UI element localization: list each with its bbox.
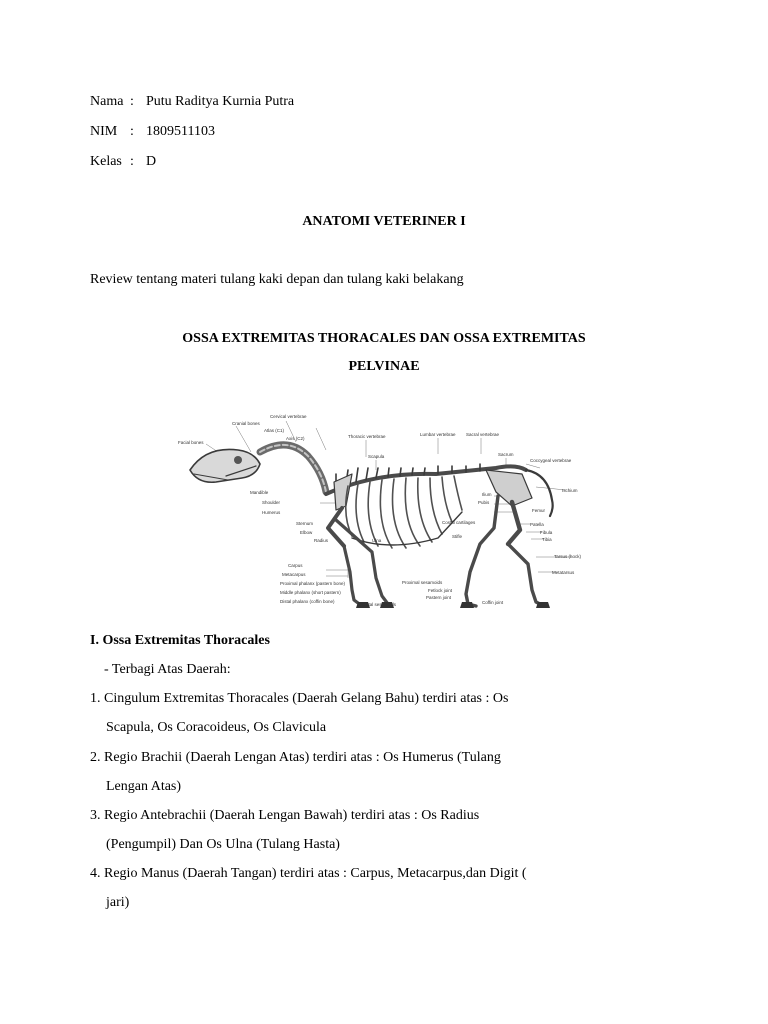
list-item-4-line1: 4. Regio Manus (Daerah Tangan) terdiri atas : Carpus, Metacarpus,dan Digit ( bbox=[90, 866, 527, 881]
label-coffin-joint: Coffin joint bbox=[482, 600, 504, 605]
label-elbow: Elbow bbox=[300, 530, 313, 535]
label-ilium: Ilium bbox=[482, 492, 492, 497]
label-costal-cartilages: Costal cartilages bbox=[442, 520, 476, 525]
horse-skeleton-figure bbox=[176, 412, 592, 612]
label-facial-bones: Facial bones bbox=[178, 440, 204, 445]
label-ischium: Ischium bbox=[562, 488, 578, 493]
label-fetlock-joint: Fetlock joint bbox=[428, 588, 453, 593]
main-title-line2: PELVINAE bbox=[348, 359, 420, 374]
label-mandible: Mandible bbox=[250, 490, 269, 495]
label-tarsus: Tarsus (hock) bbox=[554, 554, 582, 559]
field-kelas bbox=[90, 153, 156, 171]
label-sternum: Sternum bbox=[296, 521, 314, 526]
field-separator: : bbox=[130, 154, 134, 169]
main-title-line1: OSSA EXTREMITAS THORACALES DAN OSSA EXTREMITAS bbox=[182, 331, 586, 346]
field-value: D bbox=[146, 154, 157, 169]
field-value: Putu Raditya Kurnia Putra bbox=[146, 94, 295, 109]
label-axis: Axis (C2) bbox=[286, 436, 305, 441]
label-proximal-sesamoids: Proximal sesamoids bbox=[402, 580, 443, 585]
list-item-3-line1: 3. Regio Antebrachii (Daerah Lengan Bawah) terdiri atas : Os Radius bbox=[90, 808, 480, 823]
intro-text: Review tentang materi tulang kaki depan dan tulang kaki belakang bbox=[90, 272, 464, 287]
label-metatarsus: Metatarsus bbox=[552, 570, 575, 575]
course-title: ANATOMI VETERINER I bbox=[302, 214, 466, 229]
label-shoulder: Shoulder bbox=[262, 500, 281, 505]
label-cranial-bones: Cranial bones bbox=[232, 421, 260, 426]
field-separator: : bbox=[130, 124, 134, 139]
label-fibula: Fibula bbox=[540, 530, 553, 535]
horse-skeleton-illustration bbox=[176, 412, 592, 612]
label-ulna: Ulna bbox=[372, 538, 382, 543]
label-sacrum: Sacrum bbox=[498, 452, 514, 457]
label-middle-phalanx: Middle phalanx (short pastern) bbox=[280, 590, 341, 595]
list-item-1-line2: Scapula, Os Coracoideus, Os Clavicula bbox=[106, 720, 327, 735]
label-coccygeal-vertebrae: Coccygeal vertebrae bbox=[530, 458, 572, 463]
field-label: NIM bbox=[90, 124, 118, 139]
section-title: I. Ossa Extremitas Thoracales bbox=[90, 633, 270, 648]
field-value: 1809511103 bbox=[146, 124, 215, 139]
list-item-2-line2: Lengan Atas) bbox=[106, 779, 182, 794]
list-item-3-line2: (Pengumpil) Dan Os Ulna (Tulang Hasta) bbox=[106, 837, 340, 852]
label-distal-phalanx: Distal phalanx (coffin bone) bbox=[280, 599, 335, 604]
label-stifle: Stifle bbox=[452, 534, 463, 539]
label-humerus: Humerus bbox=[262, 510, 281, 515]
label-atlas: Atlas (C1) bbox=[264, 428, 285, 433]
label-sacral-vertebrae: Sacral vertebrae bbox=[466, 432, 500, 437]
field-nim bbox=[90, 123, 215, 141]
section-subtitle: - Terbagi Atas Daerah: bbox=[104, 662, 231, 677]
label-proximal-phalanx: Proximal phalanx (pastern bone) bbox=[280, 581, 346, 586]
field-nama bbox=[90, 93, 294, 111]
list-item-2-line1: 2. Regio Brachii (Daerah Lengan Atas) terdiri atas : Os Humerus (Tulang bbox=[90, 750, 501, 765]
label-femur: Femur bbox=[532, 508, 546, 513]
label-distal-sesamoids: Distal sesamoids bbox=[362, 602, 397, 607]
list-item-1-line1: 1. Cingulum Extremitas Thoracales (Daerah Gelang Bahu) terdiri atas : Os bbox=[90, 691, 509, 706]
label-tibia: Tibia bbox=[542, 537, 552, 542]
field-separator: : bbox=[130, 94, 134, 109]
label-lumbar-vertebrae: Lumbar vertebrae bbox=[420, 432, 456, 437]
label-metacarpus: Metacarpus bbox=[282, 572, 306, 577]
label-cervical-vertebrae: Cervical vertebrae bbox=[270, 414, 307, 419]
label-scapula: Scapula bbox=[368, 454, 385, 459]
label-patella: Patella bbox=[530, 522, 544, 527]
label-pastern-joint: Pastern joint bbox=[426, 595, 452, 600]
field-label: Nama bbox=[90, 94, 124, 109]
label-pubis: Pubis bbox=[478, 500, 490, 505]
label-carpus: Carpus bbox=[288, 563, 303, 568]
list-item-4-line2: jari) bbox=[106, 895, 130, 910]
field-label: Kelas bbox=[90, 154, 122, 169]
label-radius: Radius bbox=[314, 538, 329, 543]
label-thoracic-vertebrae: Thoracic vertebrae bbox=[348, 434, 386, 439]
